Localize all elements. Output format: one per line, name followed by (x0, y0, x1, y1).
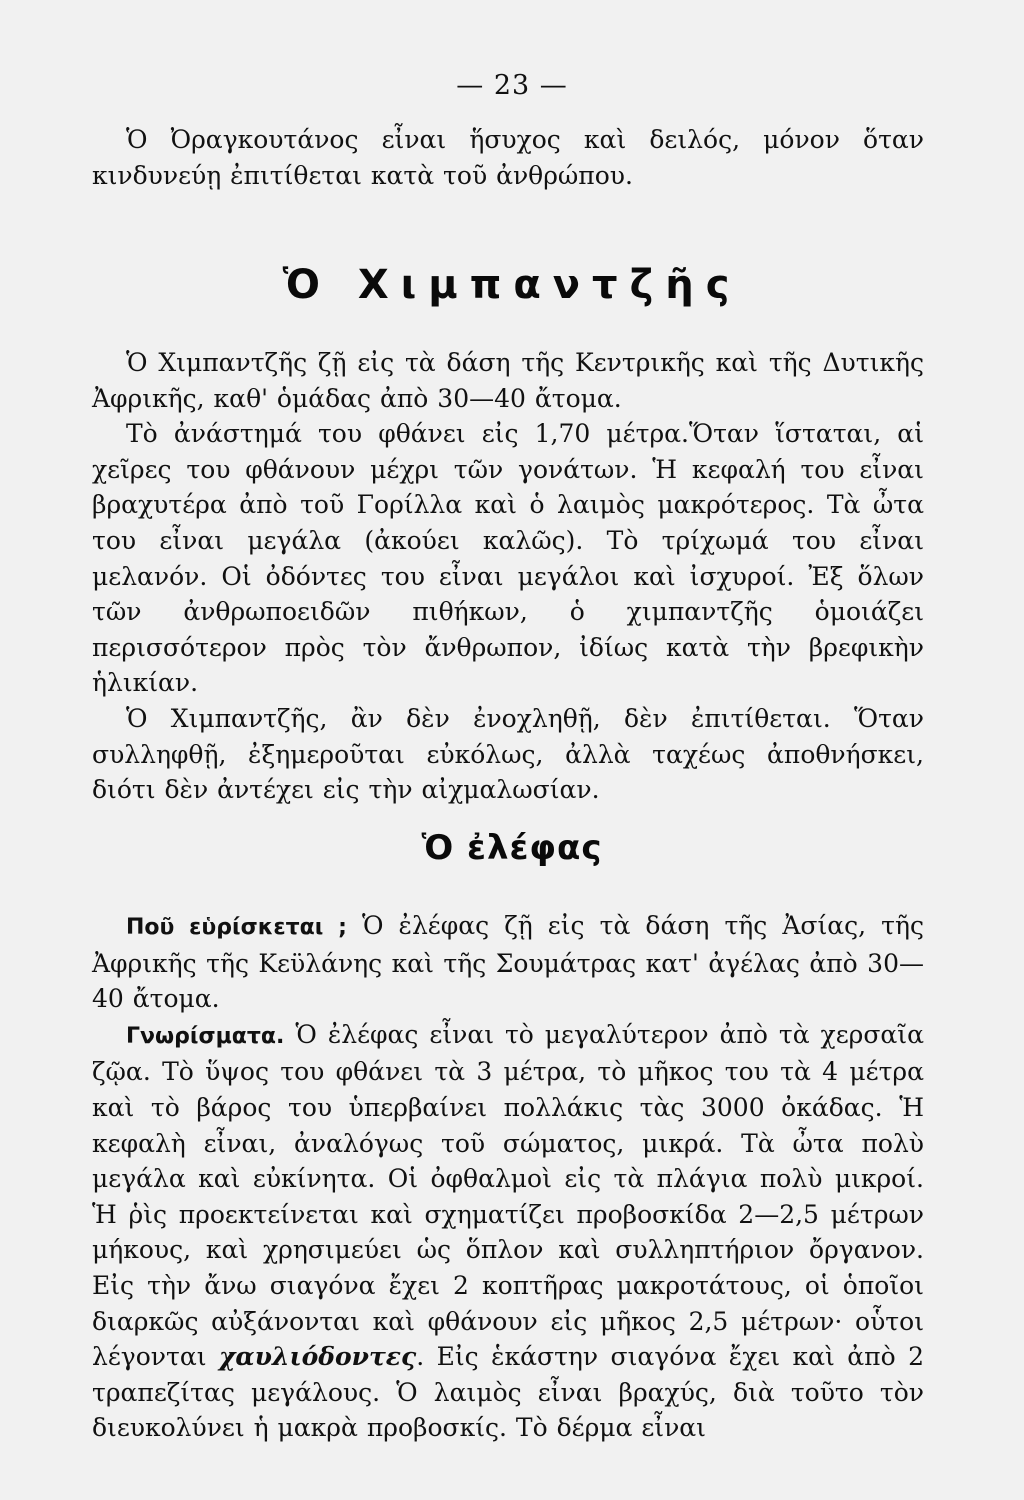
chimpanzee-section (92, 345, 924, 808)
page-number: — 23 — (456, 70, 568, 101)
tusks-term: χαυλιόδοντες (218, 1342, 417, 1372)
chimpanzee-paragraph: Ὁ Χιμπαντζῆς ζῇ εἰς τὰ δάση τῆς Κεντρικῆς καὶ τῆς Δυτικῆς Ἀφρικῆς, καθ' ὁμάδας ἀπὸ 30—40 ἄτομα. (92, 348, 924, 413)
where-text: Ὁ ἐλέφας ζῇ εἰς τὰ δάση τῆς Ἀσίας, τῆς Ἀφρικῆς τῆς Κεϋλάνης καὶ τῆς Σουμάτρας κατ' ἀγέλας ἀπὸ 30—40 ἄτομα. (92, 911, 924, 1014)
elephant-features-paragraph (92, 1017, 924, 1446)
elephant-heading: Ὁ ἐλέφας (421, 828, 603, 868)
elephant-section (92, 908, 924, 1446)
intro-paragraph (92, 122, 924, 193)
features-text-continued: . Εἰς ἑκάστην σιαγόνα ἔχει καὶ ἀπὸ 2 τραπεζίτας μεγάλους. Ὁ λαιμὸς εἶναι βραχύς, διὰ τοῦτο τὸν διευκολύνει ἡ μακρὰ προβοσκίς. Τὸ δέρμα εἶναι (92, 1342, 924, 1443)
elephant-where-paragraph (92, 908, 924, 1017)
intro-text: Ὁ Ὀραγκουτάνος εἶναι ἥσυχος καὶ δειλός, μόνον ὅταν κινδυνεύῃ ἐπιτίθεται κατὰ τοῦ ἀνθρώπου. (92, 125, 924, 190)
where-label: Ποῦ εὑρίσκεται ; (126, 915, 347, 940)
features-label: Γνωρίσματα. (126, 1023, 285, 1049)
chimpanzee-paragraph: Ὁ Χιμπαντζῆς, ἂν δὲν ἐνοχληθῇ, δὲν ἐπιτίθεται. Ὅταν συλληφθῇ, ἐξημεροῦται εὐκόλως, ἀλλὰ ταχέως ἀποθνήσκει, διότι δὲν ἀντέχει εἰς τὴν αἰχμαλωσίαν. (92, 703, 924, 805)
chimpanzee-paragraph: Τὸ ἀνάστημά του φθάνει εἰς 1,70 μέτρα.Ὅταν ἵσταται, αἱ χεῖρες του φθάνουν μέχρι τῶν γονάτων. Ἡ κεφαλή του εἶναι βραχυτέρα ἀπὸ τοῦ Γορίλλα καὶ ὁ λαιμὸς μακρότερος. Τὰ ὦτα του εἶναι μεγάλα (ἀκούει καλῶς). Τὸ τρίχωμά του εἶναι μελανόν. Οἱ ὀδόντες του εἶναι μεγάλοι καὶ ἰσχυροί. Ἐξ ὅλων τῶν ἀνθρωποειδῶν πιθήκων, ὁ χιμπαντζῆς ὁμοιάζει περισσότερον πρὸς τὸν ἄνθρωπον, ἰδίως κατὰ τὴν βρεφικὴν ἡλικίαν. (92, 419, 924, 698)
features-text: Ὁ ἐλέφας εἶναι τὸ μεγαλύτερον ἀπὸ τὰ χερσαῖα ζῷα. Τὸ ὕψος του φθάνει τὰ 3 μέτρα, τὸ μῆκος του τὰ 4 μέτρα καὶ τὸ βάρος του ὑπερβαίνει πολλάκις τὰς 3000 ὀκάδας. Ἡ κεφαλὴ εἶναι, ἀναλόγως τοῦ σώματος, μικρά. Τὰ ὦτα πολὺ μεγάλα καὶ εὐκίνητα. Οἱ ὀφθαλμοὶ εἰς τὰ πλάγια πολὺ μικροί. Ἡ ῥὶς προεκτείνεται καὶ σχηματίζει προβοσκίδα 2—2,5 μέτρων μήκους, καὶ χρησιμεύει ὡς ὅπλον καὶ συλληπτήριον ὄργανον. Εἰς τὴν ἄνω σιαγόνα ἔχει 2 κοπτῆρας μακροτάτους, οἱ ὁποῖοι διαρκῶς αὐξάνονται καὶ φθάνουν εἰς μῆκος 2,5 μέτρων· οὗτοι λέγονται (92, 1019, 924, 1372)
chimpanzee-heading: Ὁ Χιμπαντζῆς (282, 262, 742, 308)
